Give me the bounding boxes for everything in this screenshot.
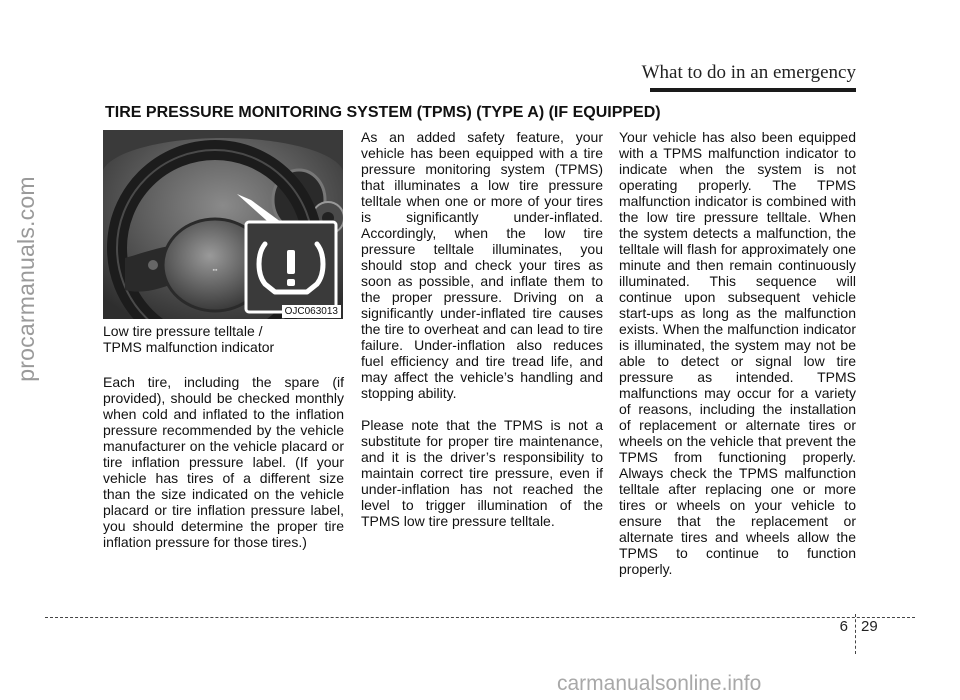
svg-text:▪▪: ▪▪	[212, 267, 218, 274]
section-number: 6	[839, 618, 848, 635]
caption-line-2: TPMS malfunction indicator	[103, 339, 275, 355]
site-footer: carmanualsonline.info	[557, 672, 762, 695]
paragraph-malfunction-indicator: Your vehicle has also been equipped with a TPMS malfunction indicator to indicate when the system is not operating properly. The TPMS malfunction indicator is combined with the low tire pressure telltale. When the system detects a malfunction, the telltale will flash for approximately one minute and then remain continuously illuminated. This sequence will continue upon subsequent vehicle start-ups as long as the malfunction exists. When the malfunction indicator is illuminated, the system may not be able to detect or signal low tire pressure as intended. TPMS malfunctions may occur for a variety of reasons, including the installation of replacement or alternate tires or wheels on the vehicle that prevent the TPMS from functioning properly. Always check the TPMS malfunction telltale after replacing one or more tires or wheels on your vehicle to ensure that the replacement or alternate tires and wheels allow the TPMS to continue to function properly.	[619, 129, 856, 577]
column-2	[361, 129, 603, 545]
caption-line-1: Low tire pressure telltale /	[103, 323, 263, 339]
figure-caption	[103, 323, 343, 355]
header-rule	[650, 88, 856, 92]
tire-pressure-warning-icon	[251, 230, 331, 300]
dashboard-figure	[103, 130, 343, 319]
section-heading: TIRE PRESSURE MONITORING SYSTEM (TPMS) (TYPE A) (IF EQUIPPED)	[105, 104, 661, 121]
figure-code: OJC063013	[282, 305, 341, 318]
column-1	[103, 374, 344, 566]
page-number-separator	[855, 614, 856, 654]
page-number: 29	[861, 618, 878, 635]
column-3	[619, 129, 856, 593]
chapter-title: What to do in an emergency	[641, 62, 856, 83]
paragraph-tpms-note: Please note that the TPMS is not a substitute for proper tire maintenance, and it is the driver’s responsibility to maintain correct tire pressure, even if under-inflation has not reached the level to trigger illumination of the TPMS low tire pressure telltale.	[361, 417, 603, 529]
paragraph-tire-check: Each tire, including the spare (if provided), should be checked monthly when cold and inflated to the inflation pressure recommended by the vehicle manufacturer on the vehicle placard or tire inflation pressure label. (If your vehicle has tires of a different size than the size indicated on the vehicle placard or tire inflation pressure label, you should determine the proper tire inflation pressure for those tires.)	[103, 374, 344, 550]
paragraph-safety-feature: As an added safety feature, your vehicle has been equipped with a tire pressure monitoring system (TPMS) that illuminates a low tire pressure telltale when one or more of your tires is significantly under-inflated. Accordingly, when the low tire pressure telltale illuminates, you should stop and check your tires as soon as possible, and inflate them to the proper pressure. Driving on a significantly under-inflated tire causes the tire to overheat and can lead to tire failure. Under-inflation also reduces fuel efficiency and tire tread life, and may affect the vehicle’s handling and stopping ability.	[361, 129, 603, 401]
side-watermark: procarmanuals.com	[13, 176, 39, 382]
footer-rule	[45, 617, 915, 618]
